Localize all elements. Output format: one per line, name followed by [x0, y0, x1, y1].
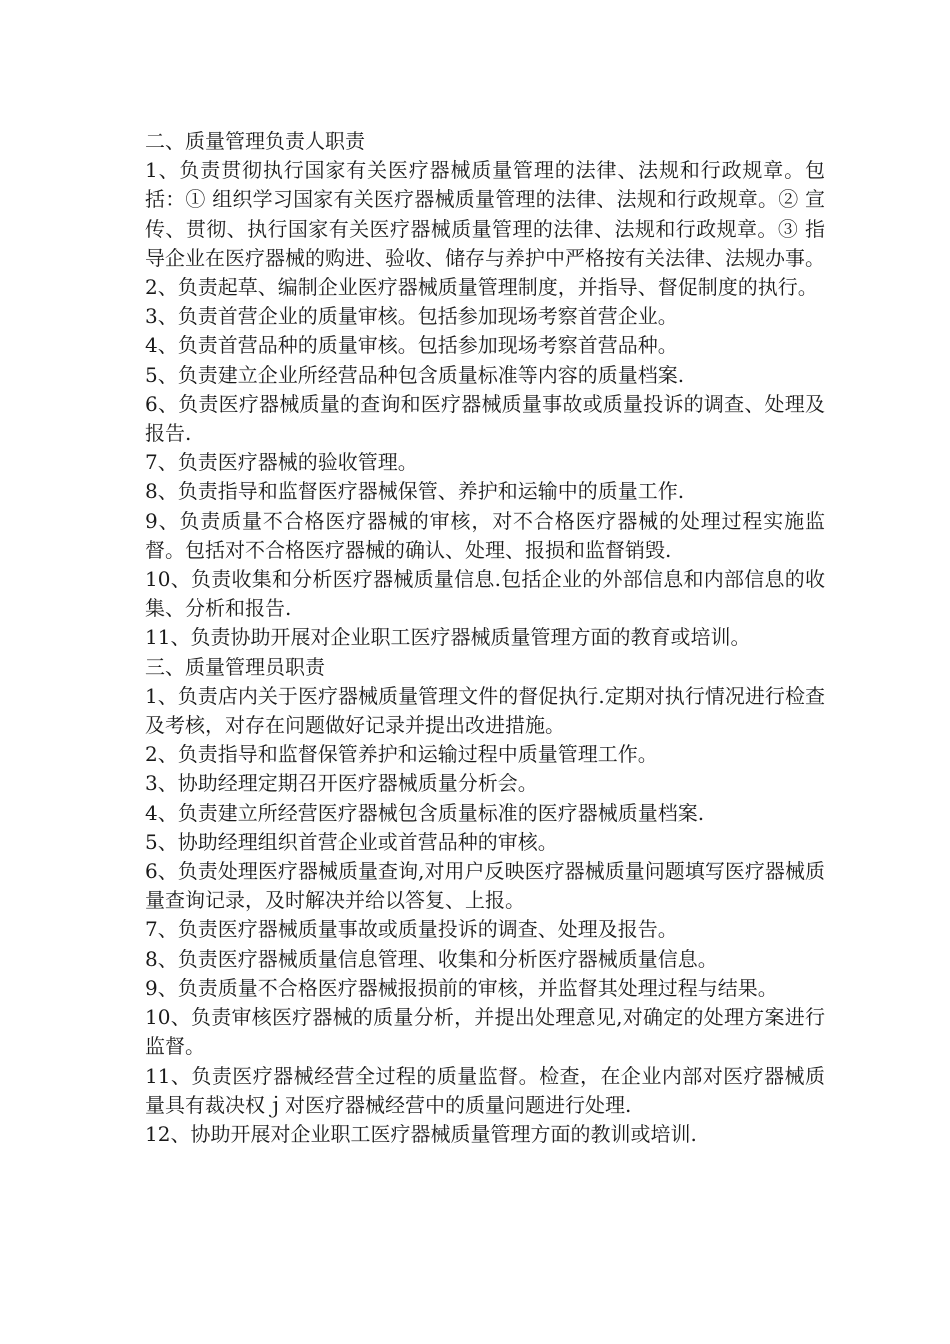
- list-item: 3、负责首营企业的质量审核。包括参加现场考察首营企业。: [145, 304, 678, 329]
- list-item: 2、负责起草、编制企业医疗器械质量管理制度，并指导、督促制度的执行。: [145, 275, 818, 300]
- list-item: 4、负责建立所经营医疗器械包含质量标准的医疗器械质量档案.: [145, 800, 705, 825]
- list-item: 5、负责建立企业所经营品种包含质量标准等内容的质量档案.: [145, 362, 685, 387]
- section-quality-officer-duties: [145, 653, 825, 1149]
- list-item: 6、负责医疗器械质量的查询和医疗器械质量事故或质量投诉的调查、处理及报告.: [145, 391, 825, 446]
- list-item: 4、负责首营品种的质量审核。包括参加现场考察首营品种。: [145, 333, 678, 358]
- list-item: 9、负责质量不合格医疗器械的审核，对不合格医疗器械的处理过程实施监督。包括对不合格医疗器械的确认、处理、报损和监督销毁.: [145, 508, 825, 562]
- list-item: 11、负责协助开展对企业职工医疗器械质量管理方面的教育或培训。: [145, 625, 751, 650]
- section-heading: 三、质量管理员职责: [145, 654, 325, 679]
- list-item: 8、负责指导和监督医疗器械保管、养护和运输中的质量工作.: [145, 479, 685, 504]
- section-quality-manager-duties: [145, 127, 825, 653]
- list-item: 2、负责指导和监督保管养护和运输过程中质量管理工作。: [145, 742, 658, 767]
- list-item: 1、负责贯彻执行国家有关医疗器械质量管理的法律、法规和行政规章。包括：① 组织学习国家有关医疗器械质量管理的法律、法规和行政规章。② 宣传、贯彻、执行国家有关医疗器械质量管理的法律、法规和行政规章。③ 指导企业在医疗器械的购进、验收、储存与养护中严格按有关法律、法规办事。: [145, 158, 825, 270]
- list-item: 12、协助开展对企业职工医疗器械质量管理方面的教训或培训.: [145, 1121, 697, 1146]
- list-item: 3、协助经理定期召开医疗器械质量分析会。: [145, 771, 538, 796]
- list-item: 6、负责处理医疗器械质量查询,对用户反映医疗器械质量问题填写医疗器械质量查询记录，及时解决并给以答复、上报。: [145, 859, 825, 913]
- list-item: 10、负责审核医疗器械的质量分析，并提出处理意见,对确定的处理方案进行监督。: [145, 1005, 825, 1059]
- list-item: 7、负责医疗器械的验收管理。: [145, 450, 418, 475]
- document-body: [145, 127, 825, 1149]
- list-item: 10、负责收集和分析医疗器械质量信息.包括企业的外部信息和内部信息的收集、分析和报告.: [145, 567, 825, 621]
- list-item: 1、负责店内关于医疗器械质量管理文件的督促执行.定期对执行情况进行检查及考核，对存在问题做好记录并提出改进措施。: [145, 683, 825, 738]
- list-item: 7、负责医疗器械质量事故或质量投诉的调查、处理及报告。: [145, 917, 678, 942]
- list-item: 5、协助经理组织首营企业或首营品种的审核。: [145, 829, 558, 854]
- list-item: 8、负责医疗器械质量信息管理、收集和分析医疗器械质量信息。: [145, 946, 718, 971]
- section-heading: 二、质量管理负责人职责: [145, 129, 365, 153]
- list-item: 9、负责质量不合格医疗器械报损前的审核，并监督其处理过程与结果。: [145, 975, 778, 1000]
- list-item: 11、负责医疗器械经营全过程的质量监督。检查，在企业内部对医疗器械质量具有裁决权ｊ对医疗器械经营中的质量问题进行处理.: [145, 1063, 825, 1117]
